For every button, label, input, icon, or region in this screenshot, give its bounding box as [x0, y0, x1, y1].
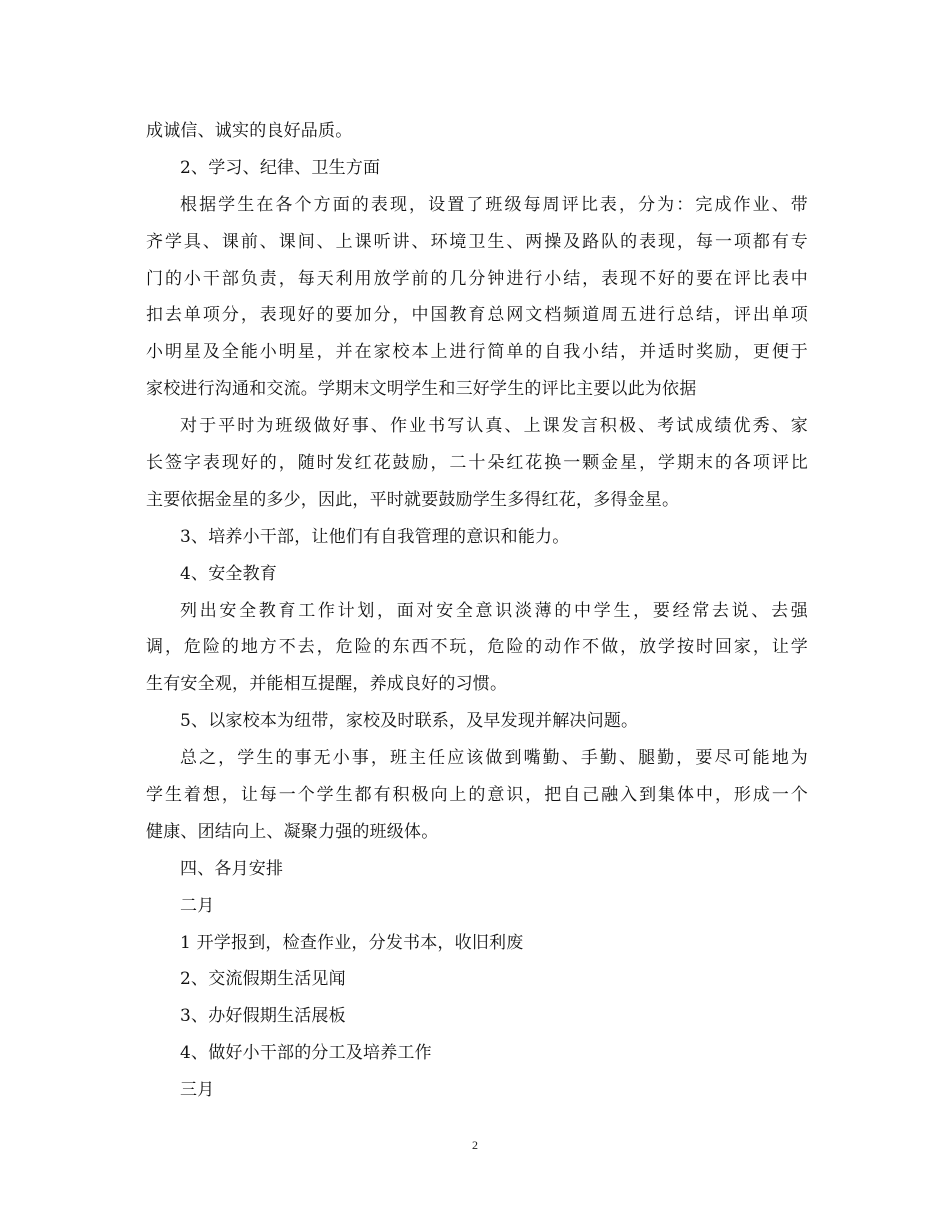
text-line: 总之，学生的事无小事，班主任应该做到嘴勤、手勤、腿勤，要尽可能地为 [180, 748, 808, 769]
text-line: 健康、团结向上、凝聚力强的班级体。 [146, 821, 439, 842]
text-line: 成诚信、诚实的良好品质。 [146, 121, 353, 141]
text-line: 3、培养小干部，让他们有自我管理的意识和能力。 [180, 526, 570, 547]
text-line: 3、办好假期生活展板 [180, 1006, 346, 1027]
text-line: 家校进行沟通和交流。学期末文明学生和三好学生的评比主要以此为依据 [146, 379, 697, 400]
text-line: 调，危险的地方不去，危险的东西不玩，危险的动作不做，放学按时回家，让学 [146, 637, 808, 658]
text-line: 2、学习、纪律、卫生方面 [180, 157, 381, 178]
text-line: 1 开学报到，检查作业，分发书本，收旧利废 [180, 932, 524, 953]
text-line: 主要依据金星的多少，因此，平时就要鼓励学生多得红花，多得金星。 [146, 489, 680, 510]
page-number: 2 [472, 1138, 478, 1152]
text-line: 小明星及全能小明星，并在家校本上进行简单的自我小结，并适时奖励，更便于 [146, 342, 808, 363]
text-line: 扣去单项分，表现好的要加分，中国教育总网文档频道周五进行总结，评出单项 [146, 305, 808, 326]
text-line: 门的小干部负责，每天利用放学前的几分钟进行小结，表现不好的要在评比表中 [146, 268, 808, 289]
text-line: 长签字表现好的，随时发红花鼓励，二十朵红花换一颗金星，学期末的各项评比 [146, 453, 808, 474]
text-line: 2、交流假期生活见闻 [180, 969, 346, 990]
text-line: 齐学具、课前、课间、上课听讲、环境卫生、两操及路队的表现，每一项都有专 [146, 231, 808, 252]
body-text [146, 113, 808, 1109]
text-line: 根据学生在各个方面的表现，设置了班级每周评比表，分为：完成作业、带 [180, 194, 808, 215]
text-line: 4、安全教育 [180, 563, 278, 584]
text-line: 5、以家校本为纽带，家校及时联系，及早发现并解决问题。 [180, 711, 639, 732]
text-line: 学生着想，让每一个学生都有积极向上的意识，把自己融入到集体中，形成一个 [146, 785, 808, 806]
text-line: 生有安全观，并能相互提醒，养成良好的习惯。 [146, 674, 508, 695]
text-line: 对于平时为班级做好事、作业书写认真、上课发言积极、考试成绩优秀、家 [180, 416, 808, 437]
text-line: 4、做好小干部的分工及培养工作 [180, 1043, 432, 1064]
text-line: 二月 [180, 895, 215, 916]
text-line: 列出安全教育工作计划，面对安全意识淡薄的中学生，要经常去说、去强 [180, 600, 808, 621]
text-line: 四、各月安排 [180, 858, 284, 879]
text-line: 三月 [180, 1080, 215, 1101]
